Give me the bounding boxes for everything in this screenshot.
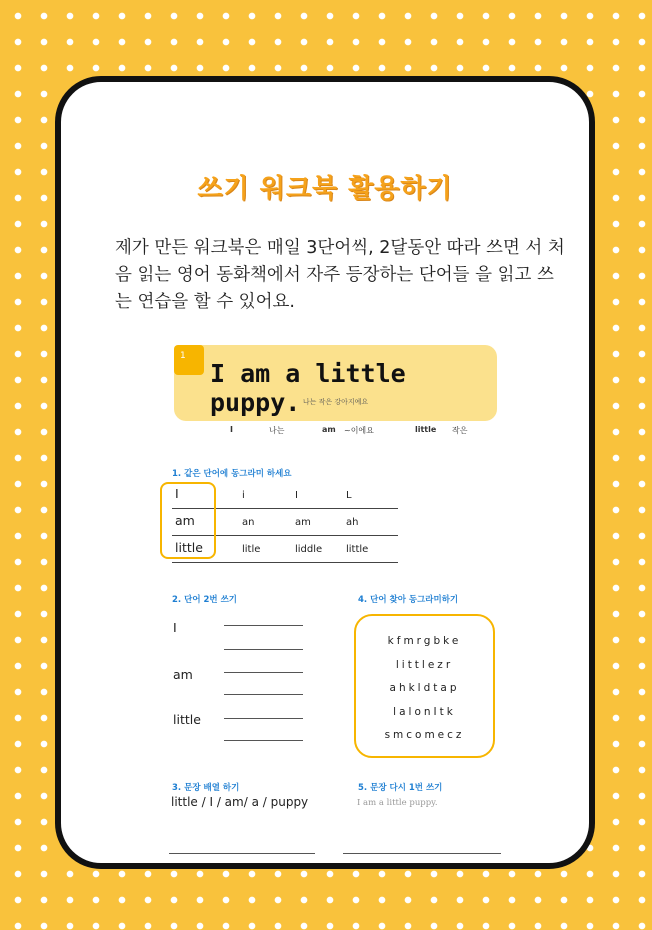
writing-line[interactable]	[224, 625, 303, 626]
copy-word: am	[173, 667, 193, 682]
intro-text: 제가 만든 워크북은 매일 3단어씩, 2달동안 따라 쓰면 서 처음 읽는 영어 동화책에서 자주 등장하는 단어들 을 읽고 쓰는 연습을 할 수 있어요.	[115, 238, 565, 312]
search-row[interactable]: smcomecz	[384, 729, 465, 741]
word-search-grid	[354, 614, 495, 758]
section2-title: 2. 단어 2번 쓰기	[172, 595, 237, 605]
option-word[interactable]: liddle	[295, 544, 323, 555]
writing-line[interactable]	[224, 740, 303, 741]
option-word[interactable]: I	[295, 490, 298, 501]
target-word-highlight	[160, 482, 216, 559]
vocab-ko: ~이에요	[344, 426, 374, 435]
target-word: little	[175, 540, 203, 555]
sentence-number-badge: 1	[174, 345, 204, 375]
vocab-ko: 나는	[269, 426, 285, 435]
sentence-text: I am a little puppy.	[210, 359, 406, 417]
option-word[interactable]: litle	[242, 544, 261, 555]
search-row[interactable]: ahkldtap	[389, 682, 460, 694]
vocab-en: I	[230, 425, 233, 434]
target-word: I	[175, 486, 179, 501]
section1-title: 1. 같은 단어에 동그라미 하세요	[172, 469, 292, 479]
answer-line-3[interactable]	[169, 853, 315, 854]
vocab-en: little	[415, 425, 437, 434]
search-row[interactable]: lalonItk	[393, 705, 456, 718]
section5-title: 5. 문장 다시 1번 쓰기	[358, 783, 443, 793]
arrange-words: little / I / am/ a / puppy	[171, 795, 309, 809]
copy-word: I	[173, 620, 177, 635]
target-word: am	[175, 513, 195, 528]
vocab-en: am	[322, 425, 336, 434]
search-row[interactable]: kfmrgbke	[387, 635, 462, 647]
writing-line[interactable]	[224, 718, 303, 719]
answer-line-5[interactable]	[343, 853, 501, 854]
option-word[interactable]: am	[295, 517, 311, 528]
sentence-translation: 나는 작은 강아지예요	[302, 398, 369, 406]
workbook-card	[55, 76, 595, 869]
section4-title: 4. 단어 찾아 동그라미하기	[358, 595, 459, 605]
copy-word: little	[173, 712, 201, 727]
option-word[interactable]: little	[346, 544, 369, 555]
option-word[interactable]: i	[242, 490, 245, 501]
option-word[interactable]: L	[346, 490, 352, 501]
writing-line[interactable]	[224, 694, 303, 695]
sentence-card	[174, 345, 497, 421]
vocab-ko: 작은	[452, 426, 468, 435]
search-row[interactable]: littlezr	[395, 658, 454, 671]
option-word[interactable]: ah	[346, 517, 359, 528]
writing-line[interactable]	[224, 672, 303, 673]
page-title: 쓰기 워크북 활용하기	[197, 174, 453, 204]
writing-line[interactable]	[224, 649, 303, 650]
section3-title: 3. 문장 배열 하기	[172, 783, 240, 793]
rewrite-guide: I am a little puppy.	[357, 798, 438, 808]
option-word[interactable]: an	[242, 517, 255, 528]
